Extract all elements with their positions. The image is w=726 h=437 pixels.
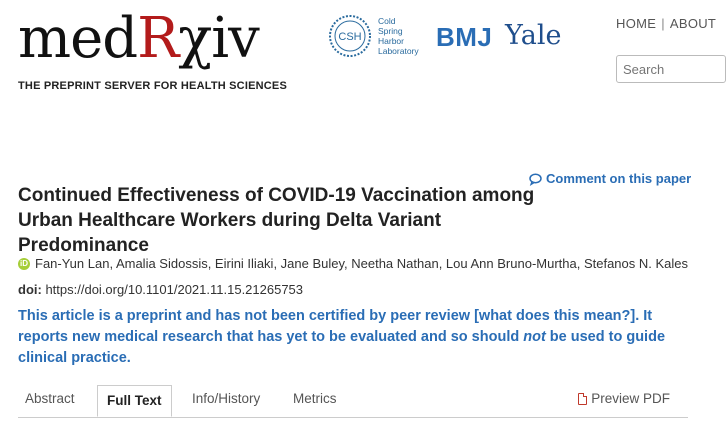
logo-part-r: R: [137, 6, 179, 71]
tab-metrics[interactable]: Metrics: [293, 391, 337, 406]
csh-logo[interactable]: [328, 14, 448, 60]
tab-full-text[interactable]: Full Text: [97, 385, 172, 417]
csh-abbrev: CSH: [338, 31, 362, 43]
tagline: THE PREPRINT SERVER FOR HEALTH SCIENCES: [18, 80, 287, 92]
csh-name: Cold Spring Harbor Laboratory: [378, 16, 419, 56]
notice-text-2: be used to guide clinical practice.: [18, 329, 666, 366]
top-nav: [616, 16, 716, 31]
preview-pdf-label: Preview PDF: [591, 391, 670, 406]
comment-link-label: Comment on this paper: [546, 171, 692, 186]
pdf-file-icon: [578, 393, 587, 405]
tab-abstract[interactable]: Abstract: [25, 391, 75, 406]
logo-wordmark: [18, 6, 259, 72]
csh-seal-icon: [328, 14, 372, 58]
nav-separator: |: [661, 16, 665, 31]
orcid-icon[interactable]: iD: [20, 258, 28, 268]
preprint-notice: [18, 306, 698, 369]
article-tabs: [18, 385, 688, 418]
bmj-logo[interactable]: BMJ: [436, 22, 493, 52]
comment-on-paper-link[interactable]: [529, 171, 691, 186]
author-list: [18, 256, 688, 271]
logo-part-med: med: [18, 6, 138, 71]
logo-part-xiv: χiv: [178, 6, 259, 71]
article-title: Continued Effectiveness of COVID-19 Vaccination among Urban Healthcare Workers during Delta Variant Predominance: [18, 185, 535, 256]
doi-line: [18, 282, 303, 297]
tab-info-history[interactable]: Info/History: [192, 391, 261, 406]
preview-pdf-link[interactable]: [578, 391, 670, 406]
search-input[interactable]: [616, 55, 726, 83]
notice-text-1: This article is a preprint and has not been certified by peer review [what does this mean?]. It reports new medical research that has yet to be evaluated and so should: [18, 308, 653, 345]
nav-home-link[interactable]: HOME: [616, 16, 657, 31]
doi-link[interactable]: https://doi.org/10.1101/2021.11.15.21265753: [45, 282, 304, 297]
nav-about-link[interactable]: ABOUT: [669, 16, 717, 31]
notice-emphasis: not: [523, 329, 546, 345]
medrxiv-logo[interactable]: [18, 6, 318, 96]
doi-label: doi:: [18, 282, 42, 297]
yale-logo[interactable]: Yale: [505, 20, 562, 51]
authors-text[interactable]: Fan-Yun Lan, Amalia Sidossis, Eirini Iliaki, Jane Buley, Neetha Nathan, Lou Ann Bruno-Murtha, Stefanos N. Kales: [35, 256, 689, 271]
